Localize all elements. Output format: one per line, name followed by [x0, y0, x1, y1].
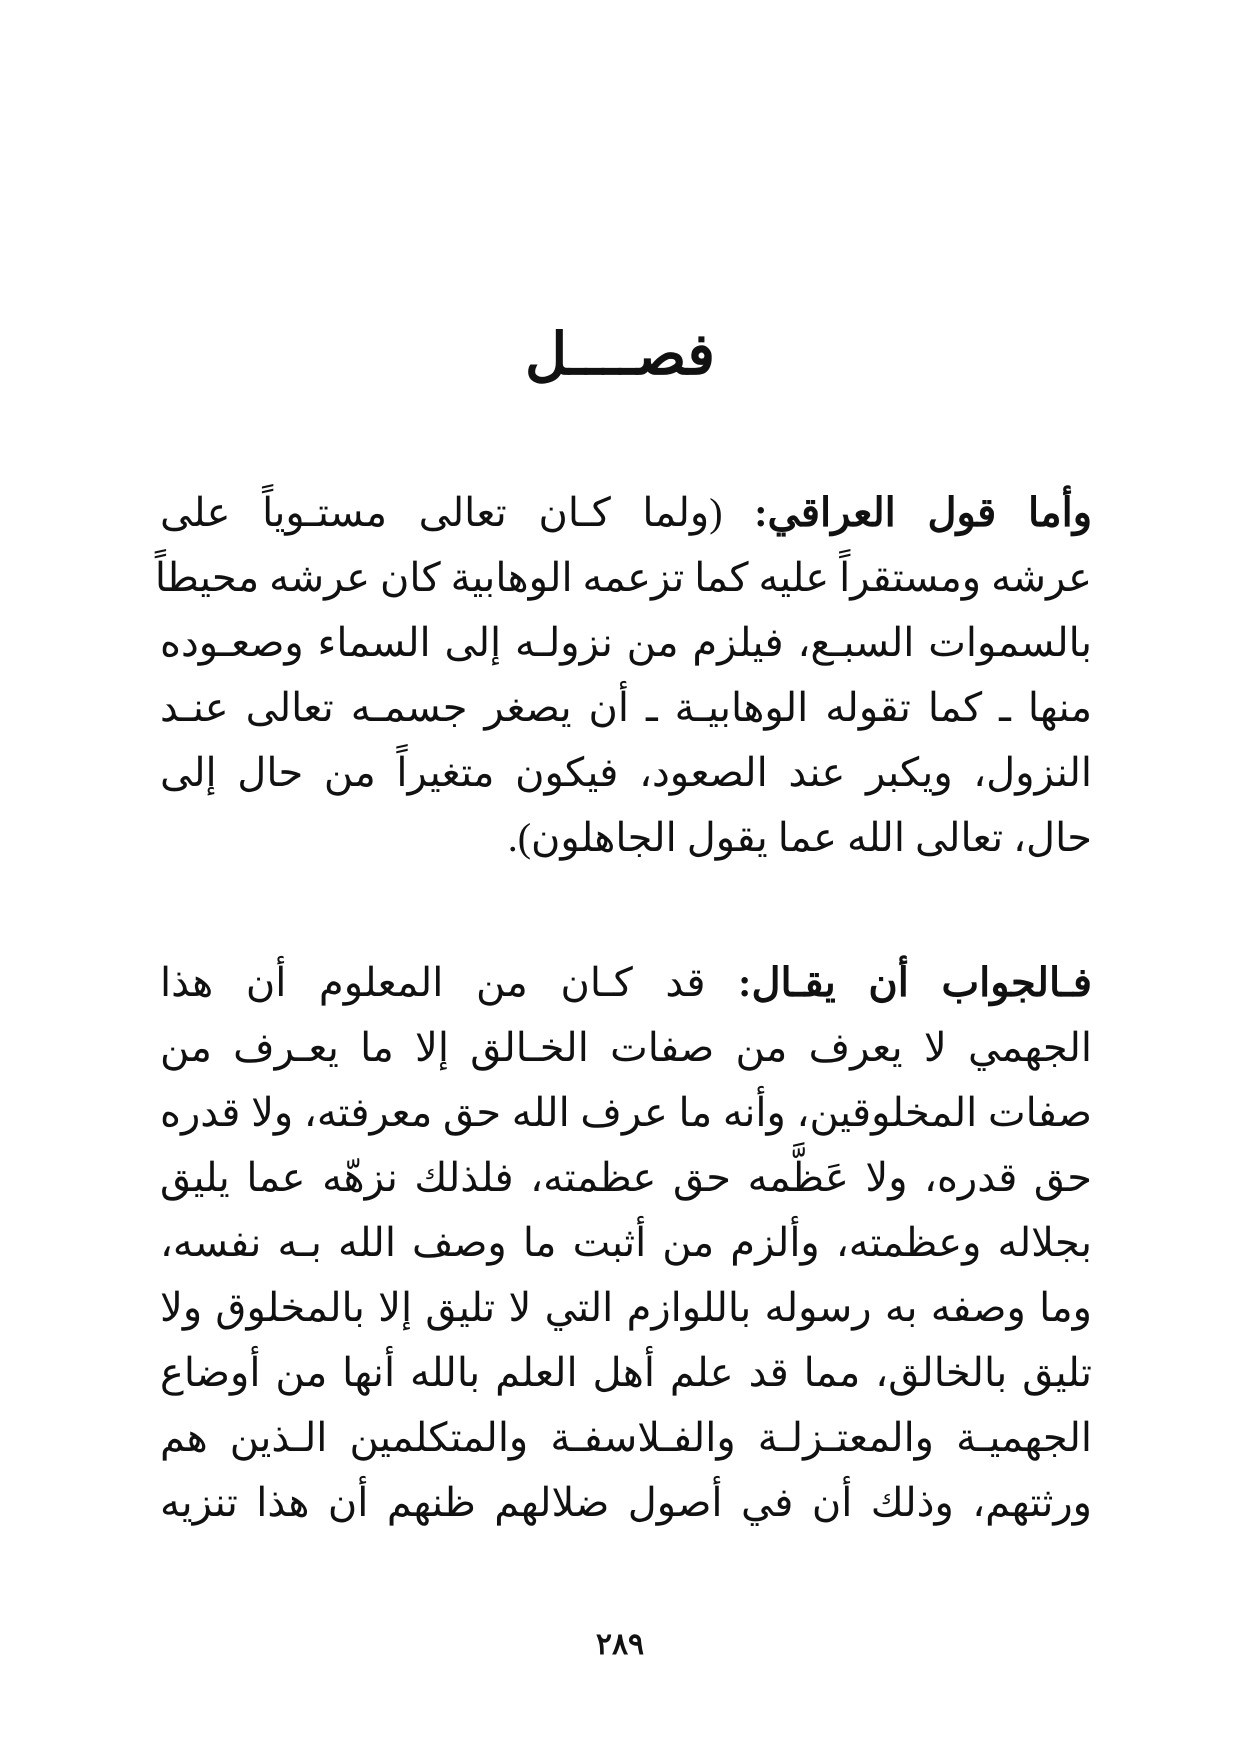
paragraph-2-line-8: الجهميـة والمعتـزلـة والفـلاسفـة والمتكلمين الـذين هم	[160, 1415, 1092, 1460]
paragraph-2-line-4: حق قدره، ولا عَظَّمه حق عظمته، فلذلك نزهّه عما يليق	[160, 1155, 1092, 1200]
paragraph-1-line-2: عرشه ومستقراً عليه كما تزعمه الوهابية كان عرشه محيطاً	[154, 555, 1092, 600]
paragraph-2	[160, 950, 1092, 1535]
section-heading: فصــــل	[525, 322, 715, 387]
paragraph-1-line-1	[160, 480, 1092, 545]
paragraph-2-line-1-text: قد كـان من المعلوم أن هذا	[160, 960, 739, 1005]
paragraph-2-line-7: تليق بالخالق، مما قد علم أهل العلم بالله أنها من أوضاع	[160, 1350, 1092, 1395]
paragraph-2-line-5: بجلاله وعظمته، وألزم من أثبت ما وصف الله بـه نفسه،	[160, 1220, 1092, 1265]
paragraph-2-lead: فـالجواب أن يقـال:	[738, 960, 1092, 1005]
paragraph-2-line-6: وما وصفه به رسوله باللوازم التي لا تليق إلا بالمخلوق ولا	[160, 1285, 1093, 1330]
paragraph-2-line-3: صفات المخلوقين، وأنه ما عرف الله حق معرفته، ولا قدره	[160, 1090, 1092, 1135]
paragraph-2-line-1	[160, 950, 1092, 1015]
paragraph-1-lead: وأما قول العراقي:	[754, 490, 1093, 535]
paragraph-1-line-1-text: (ولما كـان تعالى مستـوياً على	[160, 490, 755, 535]
paragraph-1-line-6: حال، تعالى الله عما يقول الجاهلون).	[507, 815, 1092, 860]
paragraph-1-line-3: بالسموات السبـع، فيلزم من نزولـه إلى السماء وصعـوده	[160, 620, 1092, 665]
page-number: ٢٨٩	[595, 1628, 645, 1661]
paragraph-1	[154, 480, 1093, 870]
paragraph-1-line-5: النزول، ويكبر عند الصعود، فيكون متغيراً من حال إلى	[160, 750, 1092, 795]
paragraph-2-line-2: الجهمي لا يعرف من صفات الخـالق إلا ما يعـرف من	[160, 1025, 1092, 1070]
paragraph-1-line-4: منها ـ كما تقوله الوهابيـة ـ أن يصغر جسمـه تعالى عنـد	[160, 685, 1092, 730]
paragraph-2-line-9: ورثتهم، وذلك أن في أصول ضلالهم ظنهم أن هذا تنزيه	[160, 1480, 1093, 1525]
